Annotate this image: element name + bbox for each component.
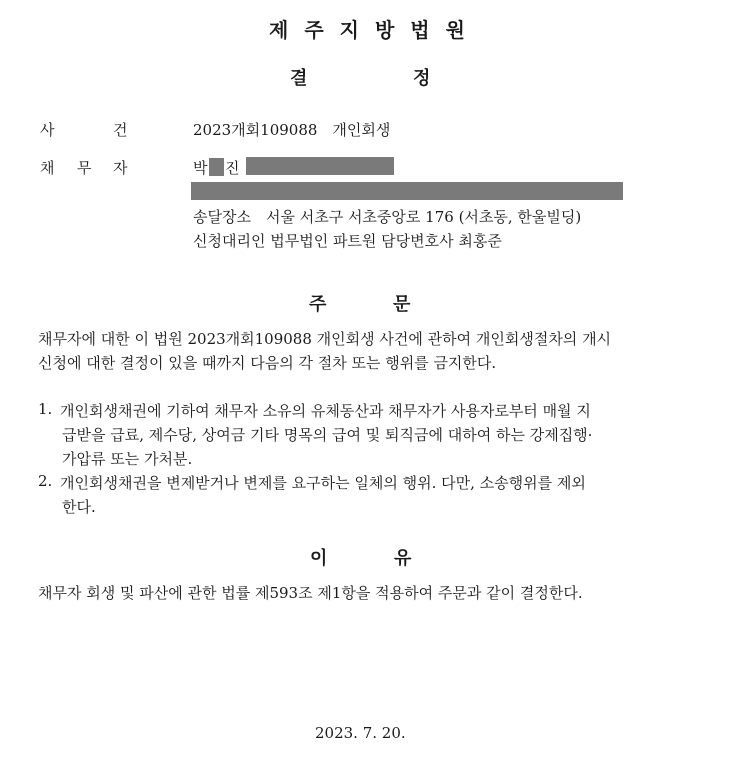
reason-heading-char-1: 이 [310,548,328,569]
case-number: 2023개회109088 개인회생 [193,121,391,139]
order-intro-line-2: 신청에 대한 결정이 있을 때까지 다음의 각 절차 또는 행위를 금지한다. [38,354,497,372]
order-item-1-number: 1. [38,400,53,418]
order-intro-line-1: 채무자에 대한 이 법원 2023개회109088 개인회생 사건에 관하여 개인회생절차의 개시 [38,330,612,348]
debtor-name-last: 진 [225,159,240,177]
order-item-2-number: 2. [38,472,53,490]
decision-date: 2023. 7. 20. [315,724,406,742]
reason-text: 채무자 회생 및 파산에 관한 법률 제593조 제1항을 적용하여 주문과 같이 결정한다. [38,584,583,602]
case-label-char-2: 건 [113,121,128,139]
order-heading-char-1: 주 [309,294,327,315]
redaction-id [246,157,394,175]
court-name: 제주지방법원 [269,18,481,42]
redaction-address [191,182,623,200]
debtor-label-char-3: 자 [113,159,128,177]
debtor-label-char-1: 채 [40,159,55,177]
debtor-name-first: 박 [193,159,208,177]
order-item-1-line-2: 급받을 급료, 제수당, 상여금 기타 명목의 급여 및 퇴직금에 대하여 하는 강제집행· [62,426,593,444]
order-item-2-line-1: 개인회생채권을 변제받거나 변제를 요구하는 일체의 행위. 다만, 소송행위를 제외 [60,474,586,492]
title-char-1: 결 [290,68,308,89]
reason-heading-char-2: 유 [394,548,412,569]
applicant-agent: 신청대리인 법무법인 파트원 담당변호사 최홍준 [193,232,502,250]
order-item-1-line-1: 개인회생채권에 기하여 채무자 소유의 유체동산과 채무자가 사용자로부터 매월 지 [60,402,591,420]
case-label-char-1: 사 [40,121,55,139]
order-item-1-line-3: 가압류 또는 가처분. [62,450,193,468]
redaction-name [209,158,224,176]
service-address: 송달장소 서울 서초구 서초중앙로 176 (서초동, 한울빌딩) [193,208,582,226]
order-item-2-line-2: 한다. [62,498,96,516]
order-heading-char-2: 문 [393,294,411,315]
title-char-2: 정 [413,68,431,89]
debtor-label-char-2: 무 [77,159,92,177]
